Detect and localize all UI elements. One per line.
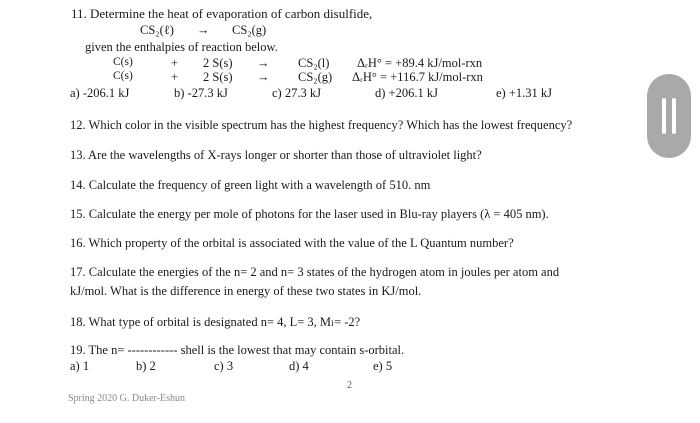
- footer-credit: Spring 2020 G. Duker-Eshun: [68, 393, 186, 404]
- page-number: 2: [347, 380, 352, 391]
- handle-bar-right: [672, 98, 676, 134]
- reaction-1-b: 2 S(s): [203, 56, 233, 70]
- q16-text: 16. Which property of the orbital is associated with the value of the L Quantum number?: [70, 236, 514, 250]
- reaction-2-b: 2 S(s): [203, 70, 233, 84]
- reaction-2-a: C(s): [113, 70, 133, 82]
- reaction-1-c: CS₂(l): [298, 56, 330, 70]
- scroll-handle[interactable]: [647, 74, 691, 158]
- handle-bar-left: [662, 98, 666, 134]
- reaction-1-a: C(s): [113, 56, 133, 68]
- q11-choice-d[interactable]: d) +206.1 kJ: [375, 86, 438, 100]
- q11-eq-left: CS₂(ℓ): [140, 23, 174, 37]
- reaction-2-plus: +: [171, 70, 179, 84]
- q11-choice-c[interactable]: c) 27.3 kJ: [272, 86, 321, 100]
- q11-choice-b[interactable]: b) -27.3 kJ: [174, 86, 228, 100]
- q19-choice-a[interactable]: a) 1: [70, 359, 90, 373]
- reaction-1-arrow: →: [257, 56, 270, 70]
- q19-choice-c[interactable]: c) 3: [214, 359, 234, 373]
- reaction-1-dh: ΔᵣH° = +89.4 kJ/mol-rxn: [357, 56, 483, 70]
- q11-choice-a[interactable]: a) -206.1 kJ: [70, 86, 130, 100]
- q12-text: 12. Which color in the visible spectrum has the highest frequency? Which has the lowest frequency?: [70, 118, 573, 132]
- q11-eq-arrow: →: [197, 23, 210, 37]
- q11-eq-right: CS₂(g): [232, 23, 267, 37]
- q18-text: 18. What type of orbital is designated n= 4, L= 3, Mₗ= -2?: [70, 315, 361, 329]
- q17-line1: 17. Calculate the energies of the n= 2 and n= 3 states of the hydrogen atom in joules per atom and: [70, 265, 560, 279]
- reaction-2-c: CS₂(g): [298, 70, 333, 84]
- q13-text: 13. Are the wavelengths of X-rays longer or shorter than those of ultraviolet light?: [70, 148, 482, 162]
- reaction-2-arrow: →: [257, 70, 270, 84]
- q17-line2: kJ/mol. What is the difference in energy of these two states in KJ/mol.: [70, 284, 422, 298]
- reaction-2-dh: ΔᵣH° = +116.7 kJ/mol-rxn: [352, 70, 483, 84]
- q15-text: 15. Calculate the energy per mole of photons for the laser used in Blu-ray players (λ = 405 nm).: [70, 207, 549, 221]
- q19-choice-e[interactable]: e) 5: [373, 359, 393, 373]
- q19-choice-b[interactable]: b) 2: [136, 359, 156, 373]
- q19-line1: 19. The n= ------------ shell is the lowest that may contain s-orbital.: [70, 343, 405, 357]
- q11-choice-e[interactable]: e) +1.31 kJ: [496, 86, 552, 100]
- q14-text: 14. Calculate the frequency of green light with a wavelength of 510. nm: [70, 178, 431, 192]
- q11-given: given the enthalpies of reaction below.: [85, 40, 278, 54]
- reaction-1-plus: +: [171, 56, 179, 70]
- q11-line1: 11. Determine the heat of evaporation of carbon disulfide,: [71, 6, 373, 21]
- q19-choice-d[interactable]: d) 4: [289, 359, 309, 373]
